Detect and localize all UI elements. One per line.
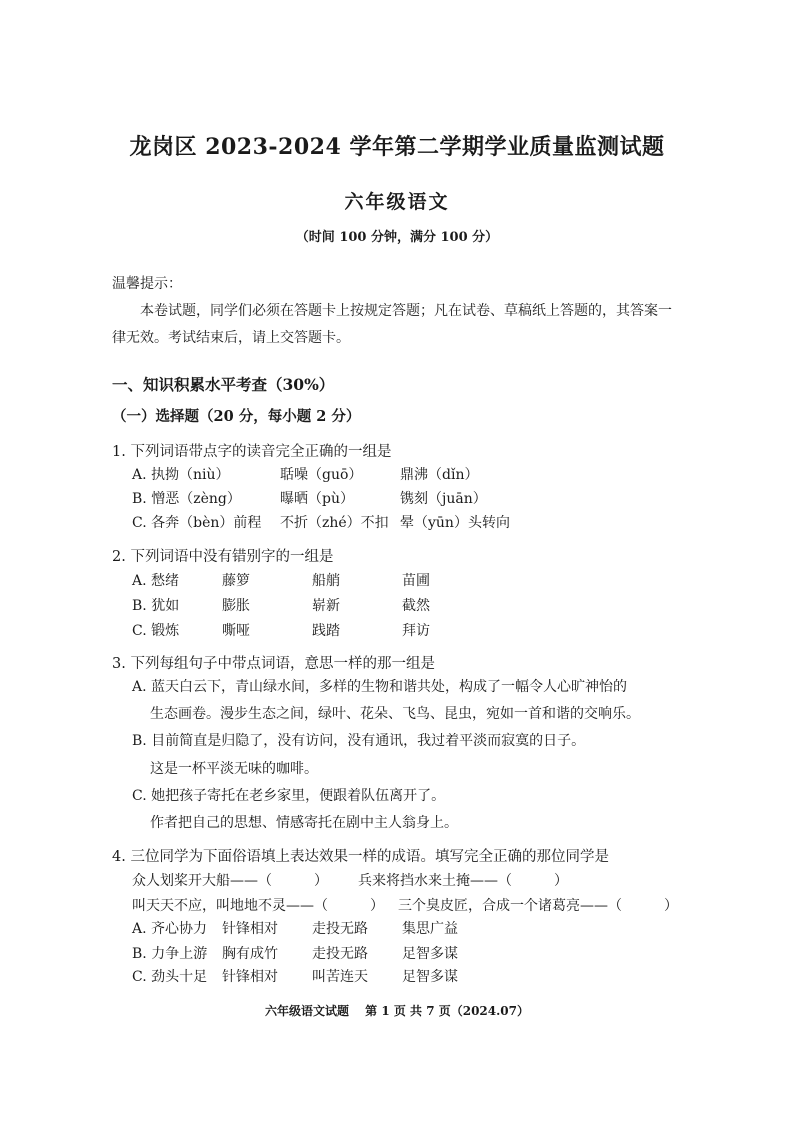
q1-c-item-3: 晕（yūn）头转向 bbox=[400, 515, 510, 531]
q4-c-item-1: C. 劲头十足 bbox=[132, 969, 208, 985]
proverb-1: 众人划桨开大船——（ ） bbox=[132, 873, 328, 889]
q4-a-item-1: A. 齐心协力 bbox=[132, 921, 208, 937]
q2-c-item-1: C. 锻炼 bbox=[132, 623, 180, 639]
question-1-option-b bbox=[132, 488, 487, 508]
question-2-stem: 2. 下列词语中没有错别字的一组是 bbox=[112, 549, 334, 565]
question-3-option-a-line-2: 生态画卷。漫步生态之间，绿叶、花朵、飞鸟、昆虫，宛如一首和谐的交响乐。 bbox=[150, 706, 640, 722]
q2-c-item-3: 践踏 bbox=[312, 623, 340, 639]
question-3-stem: 3. 下列每组句子中带点词语，意思一样的那一组是 bbox=[112, 656, 435, 672]
q4-c-item-4: 足智多谋 bbox=[402, 969, 458, 985]
q4-b-item-1: B. 力争上游 bbox=[132, 946, 208, 962]
q4-b-item-3: 走投无路 bbox=[312, 946, 368, 962]
q1-b-item-3: 镌刻（juān） bbox=[400, 491, 487, 507]
q4-b-item-2: 胸有成竹 bbox=[222, 946, 278, 962]
q2-a-item-2: 藤箩 bbox=[222, 573, 250, 589]
q1-a-item-3: 鼎沸（dǐn） bbox=[400, 467, 479, 483]
question-1-stem: 1. 下列词语带点字的读音完全正确的一组是 bbox=[112, 444, 392, 460]
q2-a-item-1: A. 愁绪 bbox=[132, 573, 180, 589]
q4-a-item-3: 走投无路 bbox=[312, 921, 368, 937]
exam-subject: 六年级语文 bbox=[344, 191, 450, 213]
question-4-option-a bbox=[132, 918, 458, 938]
question-1-option-a bbox=[132, 464, 478, 484]
exam-duration: （时间 100 分钟，满分 100 分） bbox=[295, 230, 499, 245]
question-3-option-c-line-2: 作者把自己的思想、情感寄托在剧中主人翁身上。 bbox=[150, 815, 458, 831]
q1-b-item-2: 曝晒（pù） bbox=[280, 491, 354, 507]
question-3-option-a-line-1: A. 蓝天白云下，青山绿水间，多样的生物和谐共处，构成了一幅令人心旷神怡的 bbox=[132, 679, 628, 695]
exam-title: 龙岗区 2023-2024 学年第二学期学业质量监测试题 bbox=[129, 134, 665, 160]
question-4-option-c bbox=[132, 966, 458, 986]
question-2-option-c bbox=[132, 620, 430, 640]
question-2-option-b bbox=[132, 595, 430, 615]
q2-c-item-2: 嘶哑 bbox=[222, 623, 250, 639]
q4-a-item-2: 针锋相对 bbox=[222, 921, 278, 937]
proverb-4: 三个臭皮匠，合成一个诸葛亮——（ ） bbox=[398, 898, 678, 914]
proverb-3: 叫天天不应，叫地地不灵——（ ） bbox=[132, 898, 384, 914]
question-4-option-b bbox=[132, 943, 458, 963]
question-2-option-a bbox=[132, 570, 430, 590]
proverb-2: 兵来将挡水来土掩——（ ） bbox=[358, 873, 568, 889]
page-footer: 六年级语文试题 第 1 页 共 7 页（2024.07） bbox=[264, 1004, 530, 1018]
q4-c-item-2: 针锋相对 bbox=[222, 969, 278, 985]
q1-a-item-2: 聒噪（guō） bbox=[280, 467, 363, 483]
q2-b-item-3: 崭新 bbox=[312, 598, 340, 614]
section-1-part-1-title: （一）选择题（20 分，每小题 2 分） bbox=[112, 408, 361, 425]
q2-c-item-4: 拜访 bbox=[402, 623, 430, 639]
q1-a-item-1: A. 执拗（niù） bbox=[132, 467, 230, 483]
q4-b-item-4: 足智多谋 bbox=[402, 946, 458, 962]
q4-c-item-3: 叫苦连天 bbox=[312, 969, 368, 985]
q2-a-item-4: 苗圃 bbox=[402, 573, 430, 589]
q4-a-item-4: 集思广益 bbox=[402, 921, 458, 937]
q2-a-item-3: 船艄 bbox=[312, 573, 340, 589]
question-3-option-c-line-1: C. 她把孩子寄托在老乡家里，便跟着队伍离开了。 bbox=[132, 788, 446, 804]
q2-b-item-4: 截然 bbox=[402, 598, 430, 614]
section-1-title: 一、知识积累水平考查（30%） bbox=[112, 375, 335, 394]
q2-b-item-2: 膨胀 bbox=[222, 598, 250, 614]
q1-b-item-1: B. 憎恶（zèng） bbox=[132, 491, 241, 507]
question-3-option-b-line-2: 这是一杯平淡无味的咖啡。 bbox=[150, 761, 318, 777]
question-1-option-c bbox=[132, 512, 510, 532]
q2-b-item-1: B. 犹如 bbox=[132, 598, 180, 614]
notice-heading: 温馨提示： bbox=[112, 276, 182, 292]
q1-c-item-1: C. 各奔（bèn）前程 bbox=[132, 515, 262, 531]
q1-c-item-2: 不折（zhé）不扣 bbox=[280, 515, 389, 531]
notice-text: 本卷试题，同学们必须在答题卡上按规定答题；凡在试卷、草稿纸上答题的，其答案一律无效。考试结束后，请上交答题卡。 bbox=[112, 303, 672, 346]
question-3-option-b-line-1: B. 目前简直是归隐了，没有访问，没有通讯，我过着平淡而寂寞的日子。 bbox=[132, 733, 586, 749]
question-4-stem: 4. 三位同学为下面俗语填上表达效果一样的成语。填写完全正确的那位同学是 bbox=[112, 849, 609, 865]
